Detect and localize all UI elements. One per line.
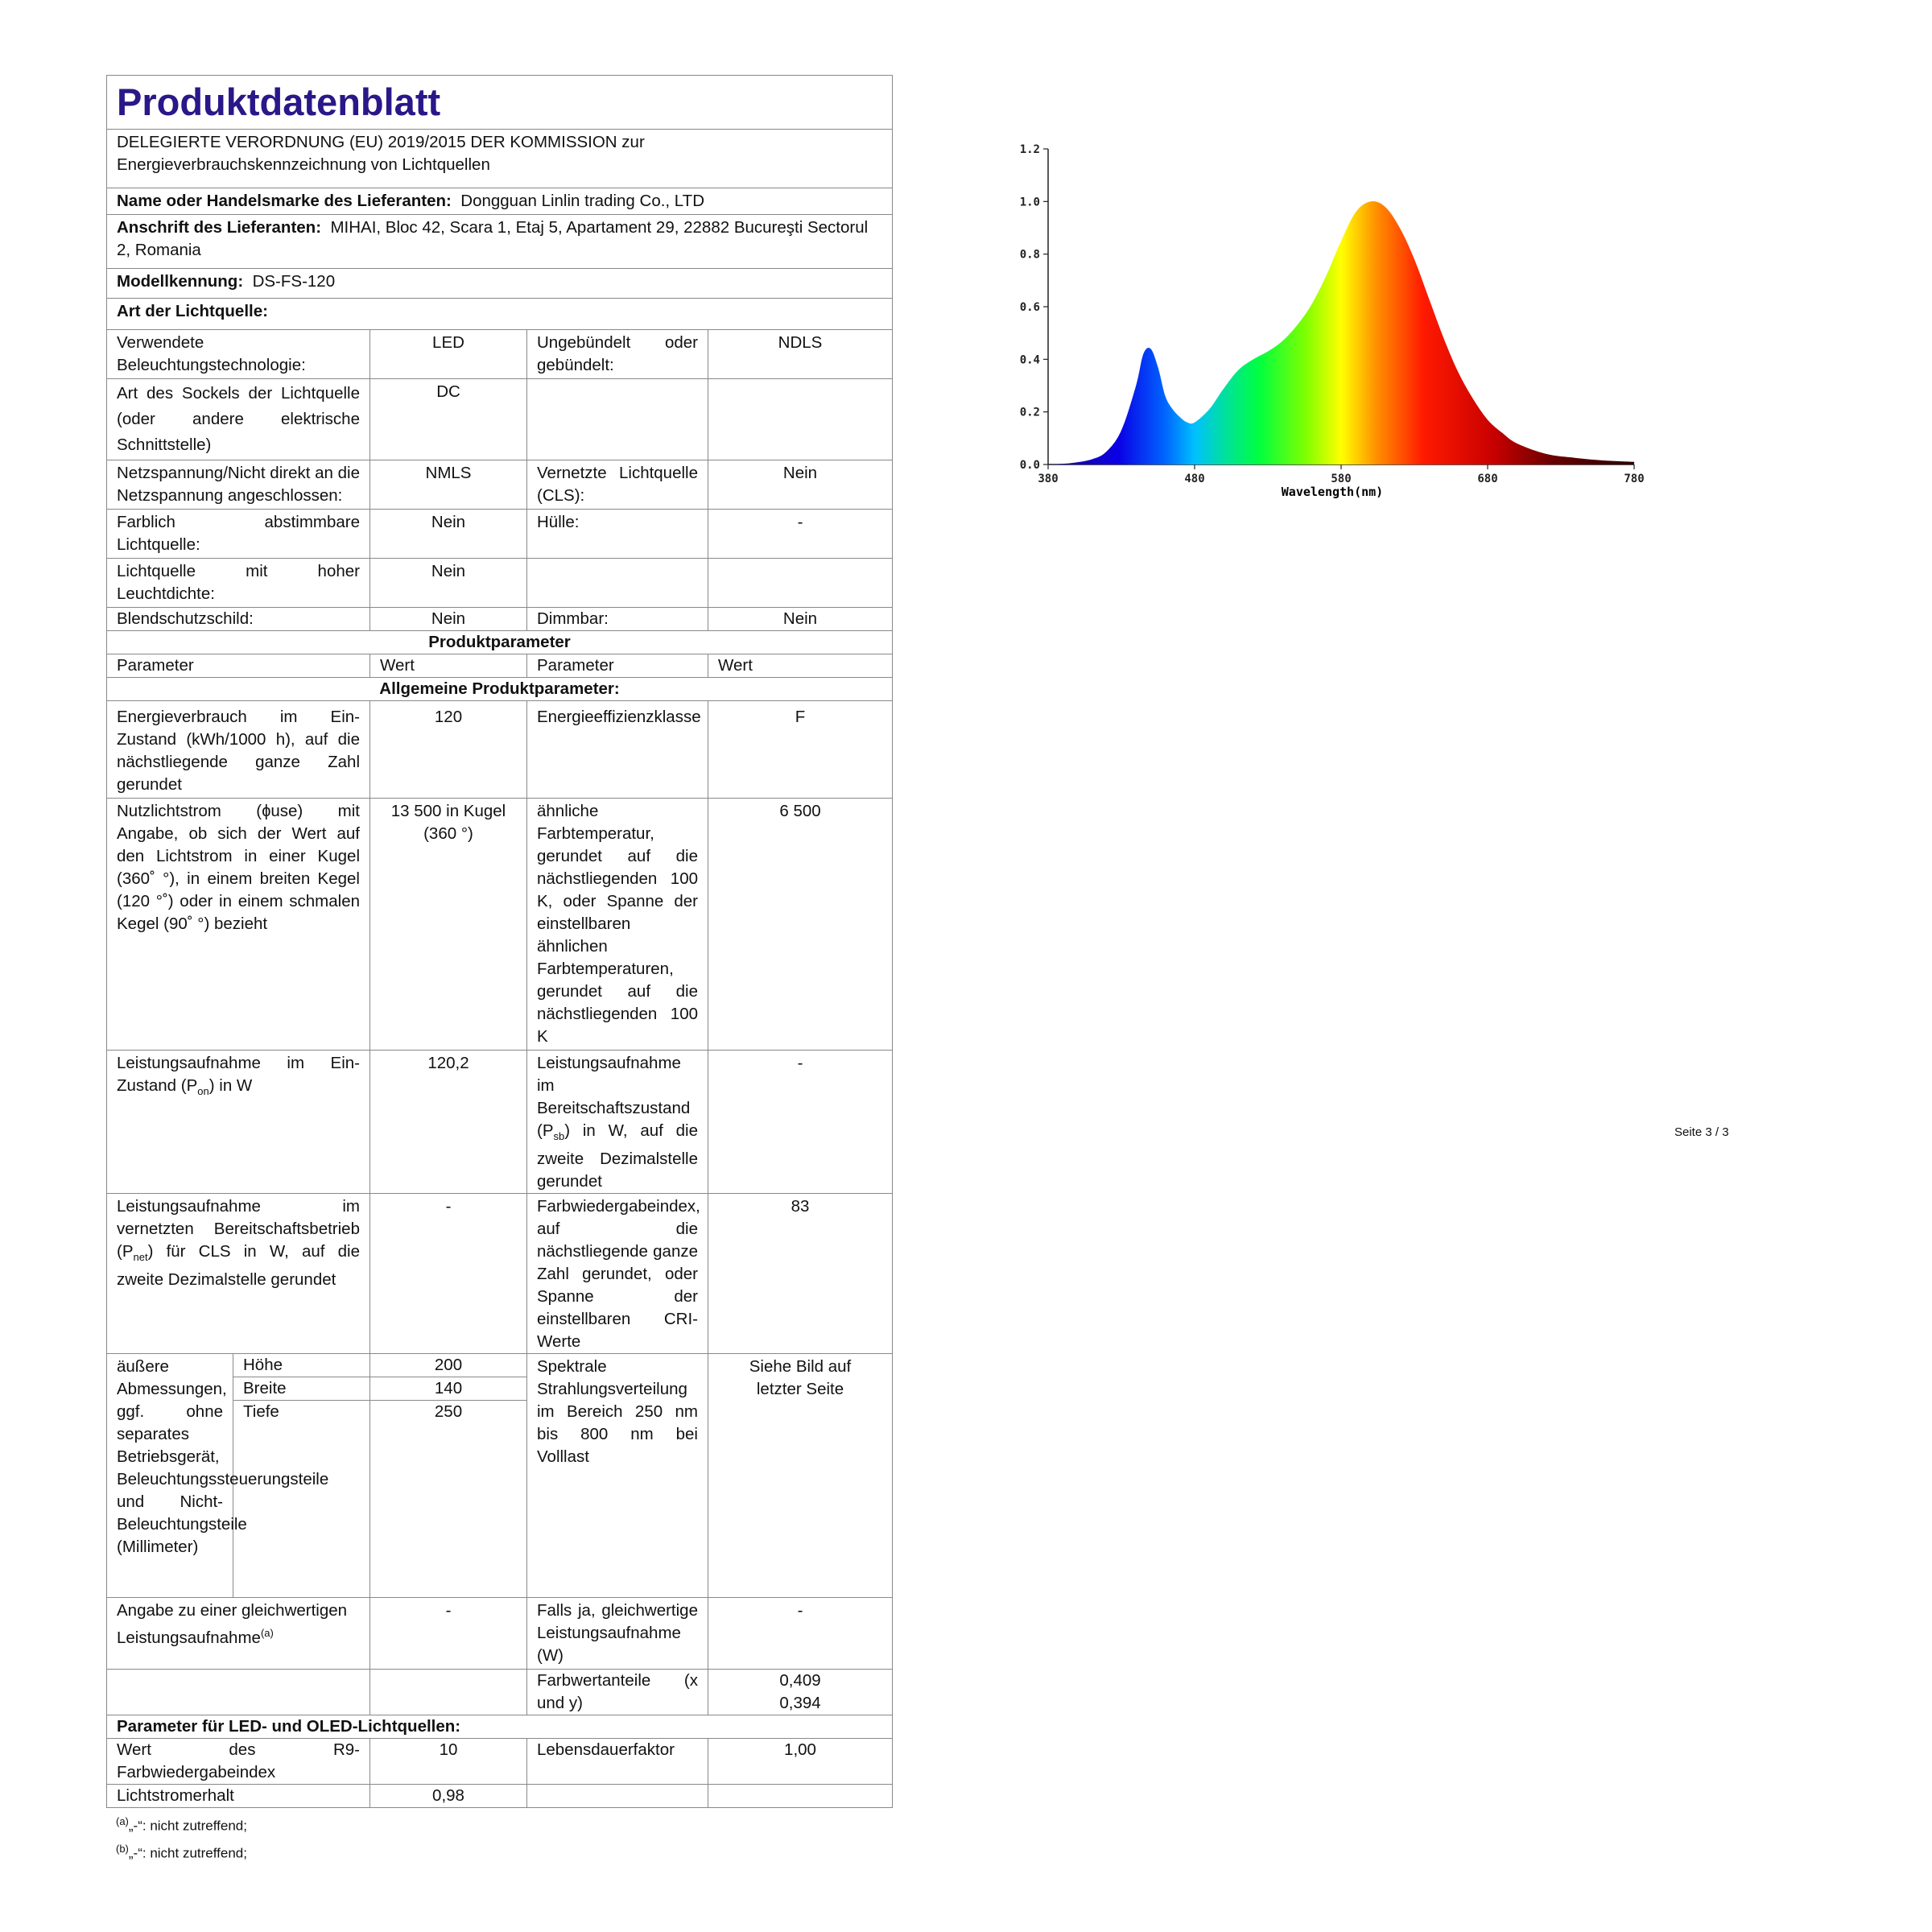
col-header-value-2: Wert — [708, 654, 893, 678]
data-sheet — [106, 75, 892, 1867]
dimension-name: Tiefe — [233, 1401, 370, 1424]
psb-label: Leistungsaufnahme im Bereitschaftszustand $(P_{sb})$ in W, auf die zweite Dezimalstelle gerundet — [527, 1051, 708, 1194]
r9-value: 10 — [370, 1739, 527, 1785]
row-label: Blendschutzschild: — [107, 608, 370, 631]
row-value: Nein — [370, 559, 527, 608]
psb-value: - — [708, 1051, 893, 1194]
equiv2-value: - — [708, 1598, 893, 1670]
pon-label: Leistungsaufnahme im Ein-Zustand $(P_{on})$ in W — [107, 1051, 370, 1194]
row-value-2: NDLS — [708, 330, 893, 379]
energy-value: 120 — [370, 701, 527, 799]
table-row — [107, 1739, 893, 1785]
cri-label: Farbwiedergabeindex, auf die nächstliegende ganze Zahl gerundet, oder Spanne der einstellbaren CRI-Werte — [527, 1194, 708, 1354]
y-tick-label: 0.2 — [1019, 406, 1040, 419]
table-row — [107, 799, 893, 1051]
empty-cell — [708, 1785, 893, 1808]
row-value: NMLS — [370, 460, 527, 510]
row-label-2: Dimmbar: — [527, 608, 708, 631]
row-value-2 — [708, 379, 893, 460]
pnet-label: Leistungsaufnahme im vernetzten Bereitschaftsbetrieb $(P_{net})$ für CLS in W, auf die zweite Dezimalstelle gerundet — [107, 1194, 370, 1354]
chroma-y: 0,394 — [779, 1694, 821, 1713]
table-row — [107, 1194, 893, 1354]
row-value: Nein — [370, 510, 527, 559]
light-source-type-heading: Art der Lichtquelle: — [107, 299, 893, 330]
led-params-heading: Parameter für LED- und OLED-Lichtquellen: — [107, 1715, 893, 1739]
maint-value: 0,98 — [370, 1785, 527, 1808]
row-value-2 — [708, 559, 893, 608]
model-value: DS-FS-120 — [252, 272, 336, 291]
row-label: Netzspannung/Nicht direkt an die Netzspannung angeschlossen: — [107, 460, 370, 510]
row-label-2: Ungebündelt oder gebündelt: — [527, 330, 708, 379]
table-row — [107, 559, 893, 608]
table-row — [107, 1670, 893, 1715]
equiv-label: Angabe zu einer gleichwertigen Leistungsaufnahme$^{(a)}$ — [107, 1598, 370, 1670]
row-value: LED — [370, 330, 527, 379]
equiv-value: - — [370, 1598, 527, 1670]
empty-cell — [107, 1670, 370, 1715]
product-data-table — [106, 75, 893, 1808]
col-header-param-2: Parameter — [527, 654, 708, 678]
footnote: $^{(a)}$„-“: nicht zutreffend; — [116, 1815, 247, 1834]
supplier-name-row — [107, 188, 893, 215]
row-value-2: Nein — [708, 608, 893, 631]
x-tick-label: 580 — [1331, 473, 1352, 485]
cct-label: ähnliche Farbtemperatur, gerundet auf die nächstliegenden 100 K, oder Spanne der einstellbaren ähnlichen Farbtemperaturen, gerundet auf die nächstliegenden 100 K — [527, 799, 708, 1051]
row-label-2: Vernetzte Lichtquelle (CLS): — [527, 460, 708, 510]
flux-label: Nutzlichtstrom (ɸuse) mit Angabe, ob sich der Wert auf den Lichtstrom in einer Kugel (360˚ °), in einem breiten Kegel (120 °˚) oder in einem schmalen Kegel (90˚ °) bezieht — [107, 799, 370, 1051]
x-tick-label: 680 — [1477, 473, 1498, 485]
x-tick-label: 780 — [1624, 473, 1645, 485]
footnote: $^{(b)}$„-“: nicht zutreffend; — [116, 1842, 247, 1861]
y-tick-label: 0.8 — [1019, 248, 1040, 262]
maint-label: Lichtstromerhalt — [107, 1785, 370, 1808]
empty-cell — [527, 1785, 708, 1808]
efficiency-value: F — [708, 701, 893, 799]
row-label-2 — [527, 559, 708, 608]
row-label-2: Hülle: — [527, 510, 708, 559]
col-header-value: Wert — [370, 654, 527, 678]
supplier-address-value: MIHAI, Bloc 42, Scara 1, Etaj 5, Apartament 29, 22882 Bucureşti Sectorul 2, Romania — [117, 218, 869, 259]
table-row — [107, 510, 893, 559]
empty-cell — [370, 1670, 527, 1715]
life-value: 1,00 — [708, 1739, 893, 1785]
spectrum-area — [1048, 201, 1634, 464]
product-params-heading: Produktparameter — [107, 631, 893, 654]
x-tick-label: 480 — [1184, 473, 1205, 485]
dimension-value: 200 — [370, 1354, 527, 1377]
chroma-label: Farbwertanteile (x und y) — [527, 1670, 708, 1715]
x-axis-label: Wavelength(nm) — [1281, 485, 1384, 499]
supplier-address-label: Anschrift des Lieferanten: — [117, 218, 322, 237]
table-row — [107, 1354, 893, 1377]
table-row — [107, 1785, 893, 1808]
table-row — [107, 608, 893, 631]
supplier-name-value: Dongguan Linlin trading Co., LTD — [460, 192, 705, 210]
pon-value: 120,2 — [370, 1051, 527, 1194]
model-row — [107, 269, 893, 299]
row-label-2 — [527, 379, 708, 460]
row-label: Art des Sockels der Lichtquelle (oder andere elektrische Schnittstelle) — [107, 379, 370, 460]
table-row — [107, 701, 893, 799]
energy-label: Energieverbrauch im Ein-Zustand (kWh/1000 h), auf die nächstliegende ganze Zahl gerundet — [107, 701, 370, 799]
spd-value: Siehe Bild auf letzter Seite — [708, 1354, 893, 1598]
cri-value: 83 — [708, 1194, 893, 1354]
y-tick-label: 0.0 — [1019, 459, 1040, 472]
row-label: Lichtquelle mit hoher Leuchtdichte: — [107, 559, 370, 608]
chroma-value — [708, 1670, 893, 1715]
dimensions-label: äußere Abmessungen, ggf. ohne separates Betriebsgerät, Beleuchtungssteuerungsteile und Nicht-Beleuchtungsteile (Millimeter) — [107, 1354, 233, 1598]
supplier-name-label: Name oder Handelsmarke des Lieferanten: — [117, 192, 452, 210]
spd-label: Spektrale Strahlungsverteilung im Bereich 250 nm bis 800 nm bei Volllast — [527, 1354, 708, 1598]
row-value-2: - — [708, 510, 893, 559]
column-header-row — [107, 654, 893, 678]
cct-value: 6 500 — [708, 799, 893, 1051]
table-row — [107, 330, 893, 379]
dimension-value: 140 — [370, 1377, 527, 1401]
table-row — [107, 1051, 893, 1194]
row-value: Nein — [370, 608, 527, 631]
dimension-spacer — [370, 1423, 527, 1598]
table-row — [107, 1598, 893, 1670]
row-value-2: Nein — [708, 460, 893, 510]
table-row — [107, 379, 893, 460]
row-label: Verwendete Beleuchtungstechnologie: — [107, 330, 370, 379]
x-tick-label: 380 — [1038, 473, 1059, 485]
y-tick-label: 1.2 — [1019, 143, 1040, 156]
regulation-text: DELEGIERTE VERORDNUNG (EU) 2019/2015 DER KOMMISSION zur Energieverbrauchskennzeichnung von Lichtquellen — [107, 130, 893, 188]
page-title: Produktdatenblatt — [107, 76, 893, 130]
row-value: DC — [370, 379, 527, 460]
y-tick-label: 0.4 — [1019, 353, 1040, 367]
y-tick-label: 1.0 — [1019, 196, 1040, 209]
dimension-spacer — [233, 1423, 370, 1598]
table-row — [107, 460, 893, 510]
row-label: Farblich abstimmbare Lichtquelle: — [107, 510, 370, 559]
y-tick-label: 0.6 — [1019, 301, 1040, 314]
spectrum-chart — [990, 137, 1682, 515]
flux-value: 13 500 in Kugel (360 °) — [370, 799, 527, 1051]
life-label: Lebensdauerfaktor — [527, 1739, 708, 1785]
efficiency-label: Energieeffizienzklasse — [527, 701, 708, 799]
supplier-address-row — [107, 215, 893, 269]
r9-label: Wert des R9-Farbwiedergabeindex — [107, 1739, 370, 1785]
dimension-value: 250 — [370, 1401, 527, 1424]
col-header-param: Parameter — [107, 654, 370, 678]
pnet-value: - — [370, 1194, 527, 1354]
dimension-name: Breite — [233, 1377, 370, 1401]
chroma-x: 0,409 — [779, 1671, 821, 1690]
equiv2-label: Falls ja, gleichwertige Leistungsaufnahme (W) — [527, 1598, 708, 1670]
general-params-heading: Allgemeine Produktparameter: — [107, 678, 893, 701]
page-number: Seite 3 / 3 — [1674, 1125, 1729, 1139]
model-label: Modellkennung: — [117, 272, 244, 291]
dimension-name: Höhe — [233, 1354, 370, 1377]
